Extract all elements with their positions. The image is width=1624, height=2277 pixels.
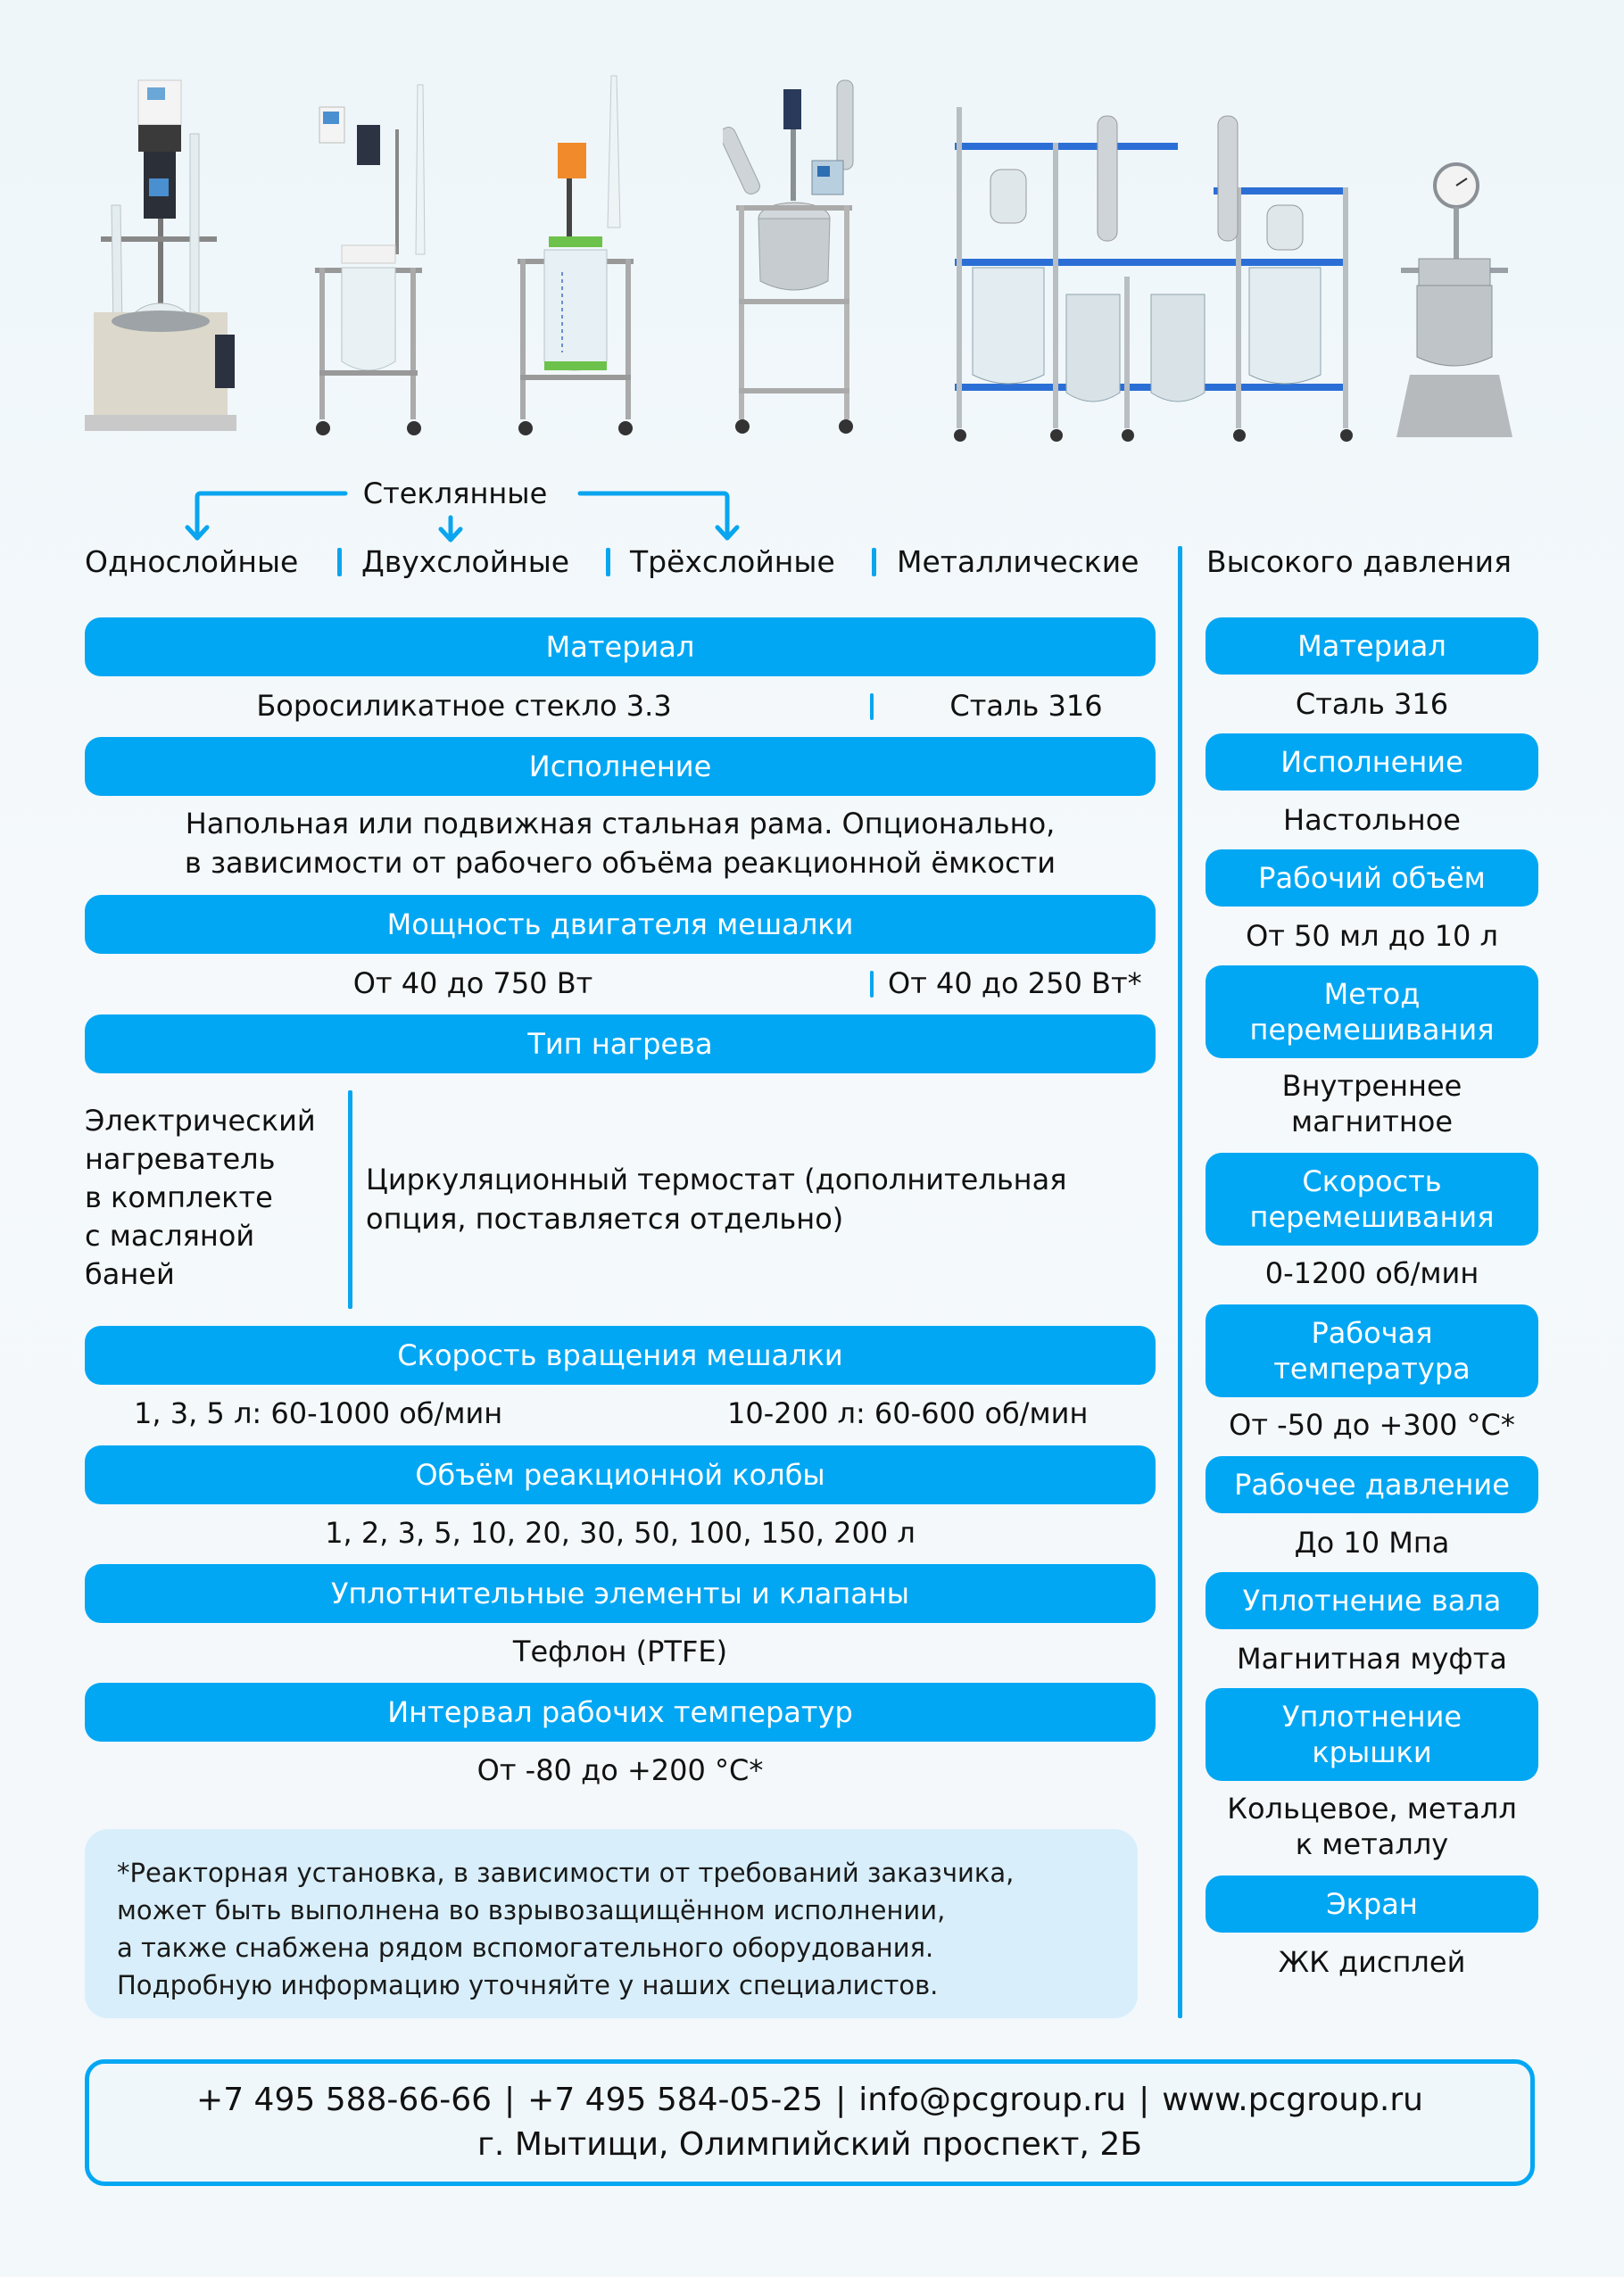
contact-line [89,2078,1530,2123]
footnote-line: Подробную информацию уточняйте у наших специалистов. [117,1970,939,2000]
hp-temperature-bar [1206,1304,1538,1397]
motor-power-bar [85,895,1156,954]
temp-range-bar [85,1683,1156,1742]
hp-mixing-speed-value: 0-1200 об/мин [1264,1256,1479,1290]
contact-separator: | [835,2082,847,2118]
triple-layer-reactor-image [513,67,647,442]
hp-mixing-method-title-line: перемешивания [1249,1013,1495,1047]
single-layer-reactor-image [85,71,236,437]
product-photos [0,36,1624,455]
seals-bar [85,1564,1156,1623]
category-separator [606,548,610,576]
hp-screen-bar [1206,1875,1538,1933]
hp-material-value: Сталь 316 [1295,687,1449,721]
metal-reactor-image [723,71,866,442]
hp-mixing-method-bar [1206,965,1538,1058]
category-separator [337,548,342,576]
heating-circulation [366,1160,1151,1238]
stirrer-speed-bar [85,1326,1156,1385]
hp-screen-value: ЖК дисплей [1278,1945,1466,1979]
footnote-line: а также снабжена рядом вспомогательного оборудования. [117,1933,934,1963]
hp-design-title: Исполнение [1280,745,1463,779]
column-separator [1178,546,1182,2018]
heating-electric-line: баней [85,1257,175,1291]
phone-1-link[interactable]: +7 495 588-66-66 [196,2082,493,2118]
seals-value: Тефлон (PTFE) [512,1635,728,1668]
hp-lid-seal-bar [1206,1688,1538,1781]
material-glass-value: Боросиликатное стекло 3.3 [256,689,672,723]
reactor-line-image [946,89,1365,446]
category-single-layer: Однослойные [85,544,299,579]
hp-mixing-speed-title-line: перемешивания [1249,1200,1495,1234]
hp-temperature-title-line: температура [1273,1352,1471,1386]
motor-power-metal-value: От 40 до 250 Вт* [888,966,1142,1000]
email-link[interactable]: info@pcgroup.ru [858,2082,1127,2118]
hp-lid-seal-title-line: Уплотнение [1281,1700,1462,1734]
footnote-line: может быть выполнена во взрывозащищённом исполнении, [117,1895,946,1925]
category-triple-layer: Трёхслойные [630,544,835,579]
value-separator [870,971,874,998]
contact-separator: | [1139,2082,1150,2118]
heating-circulation-line: опция, поставляется отдельно) [366,1202,844,1236]
hp-temperature-title-line: Рабочая [1311,1316,1433,1350]
heating-electric [85,1102,344,1294]
heating-separator [348,1090,352,1309]
hp-design-value: Настольное [1283,803,1461,837]
hp-mixing-speed-bar [1206,1153,1538,1246]
heating-title: Тип нагрева [527,1027,713,1061]
flask-volume-value: 1, 2, 3, 5, 10, 20, 30, 50, 100, 150, 200 л [325,1516,916,1550]
hp-shaft-seal-title: Уплотнение вала [1242,1584,1502,1618]
heating-electric-line: нагреватель [85,1142,276,1176]
hp-mixing-method-value-line: Внутреннее [1281,1069,1462,1103]
phone-2-link[interactable]: +7 495 584-05-25 [527,2082,824,2118]
hp-volume-bar [1206,849,1538,907]
stirrer-speed-title: Скорость вращения мешалки [397,1338,843,1372]
category-high-pressure: Высокого давления [1206,544,1512,579]
heating-electric-line: в комплекте [85,1180,273,1214]
hp-shaft-seal-value: Магнитная муфта [1236,1642,1508,1676]
hp-pressure-value: До 10 Мпа [1294,1526,1450,1560]
category-double-layer: Двухслойные [361,544,570,579]
material-metal-value: Сталь 316 [949,689,1103,723]
arrow-triple-layer [580,493,727,538]
contact-separator: | [504,2082,516,2118]
glass-group-title: Стеклянные [362,476,548,510]
stirrer-speed-small-value: 1, 3, 5 л: 60-1000 об/мин [134,1396,503,1430]
hp-volume-value: От 50 мл до 10 л [1246,919,1498,953]
hp-material-title: Материал [1297,629,1446,663]
contact-footer [85,2059,1535,2186]
hp-material-bar [1206,617,1538,675]
design-value-line-2: в зависимости от рабочего объёма реакционной ёмкости [184,846,1056,880]
flask-volume-title: Объём реакционной колбы [415,1458,825,1492]
material-title: Материал [545,630,695,664]
heating-electric-line: с масляной [85,1219,255,1253]
hp-mixing-speed-title-line: Скорость [1302,1164,1442,1198]
arrow-single-layer [197,493,345,538]
hp-shaft-seal-bar [1206,1572,1538,1629]
address: г. Мытищи, Олимпийский проспект, 2Б [477,2126,1142,2163]
design-bar [85,737,1156,796]
hp-mixing-method-title-line: Метод [1323,977,1421,1011]
category-metal: Металлические [897,544,1139,579]
flask-volume-bar [85,1445,1156,1504]
category-separator [872,548,876,576]
hp-lid-seal-value-line: Кольцевое, металл [1227,1792,1517,1826]
footnote-line: *Реакторная установка, в зависимости от требований заказчика, [117,1858,1015,1888]
hp-lid-seal-title-line: крышки [1312,1735,1432,1769]
heating-bar [85,1014,1156,1073]
hp-pressure-title: Рабочее давление [1234,1468,1510,1502]
high-pressure-reactor-image [1392,161,1517,446]
hp-temperature-value: От -50 до +300 °C* [1229,1408,1515,1442]
hp-screen-title: Экран [1326,1887,1418,1921]
heating-electric-line: Электрический [85,1104,316,1138]
hp-design-bar [1206,733,1538,791]
hp-volume-title: Рабочий объём [1258,861,1486,895]
temp-range-value: От -80 до +200 °C* [476,1753,764,1787]
footnote-box [85,1829,1138,2018]
temp-range-title: Интервал рабочих температур [387,1695,853,1729]
double-layer-reactor-image [311,76,444,442]
motor-power-glass-value: От 40 до 750 Вт [352,966,593,1000]
heating-circulation-line: Циркуляционный термостат (дополнительная [366,1163,1067,1196]
design-value-line-1: Напольная или подвижная стальная рама. Опционально, [185,807,1056,840]
value-separator [870,693,874,720]
seals-title: Уплотнительные элементы и клапаны [330,1577,910,1610]
design-title: Исполнение [528,749,712,783]
hp-lid-seal-value-line: к металлу [1295,1827,1449,1861]
material-bar [85,617,1156,676]
motor-power-title: Мощность двигателя мешалки [386,907,854,941]
hp-pressure-bar [1206,1456,1538,1513]
hp-mixing-method-value-line: магнитное [1290,1105,1454,1138]
website-link[interactable]: www.pcgroup.ru [1162,2082,1423,2118]
stirrer-speed-large-value: 10-200 л: 60-600 об/мин [727,1396,1089,1430]
